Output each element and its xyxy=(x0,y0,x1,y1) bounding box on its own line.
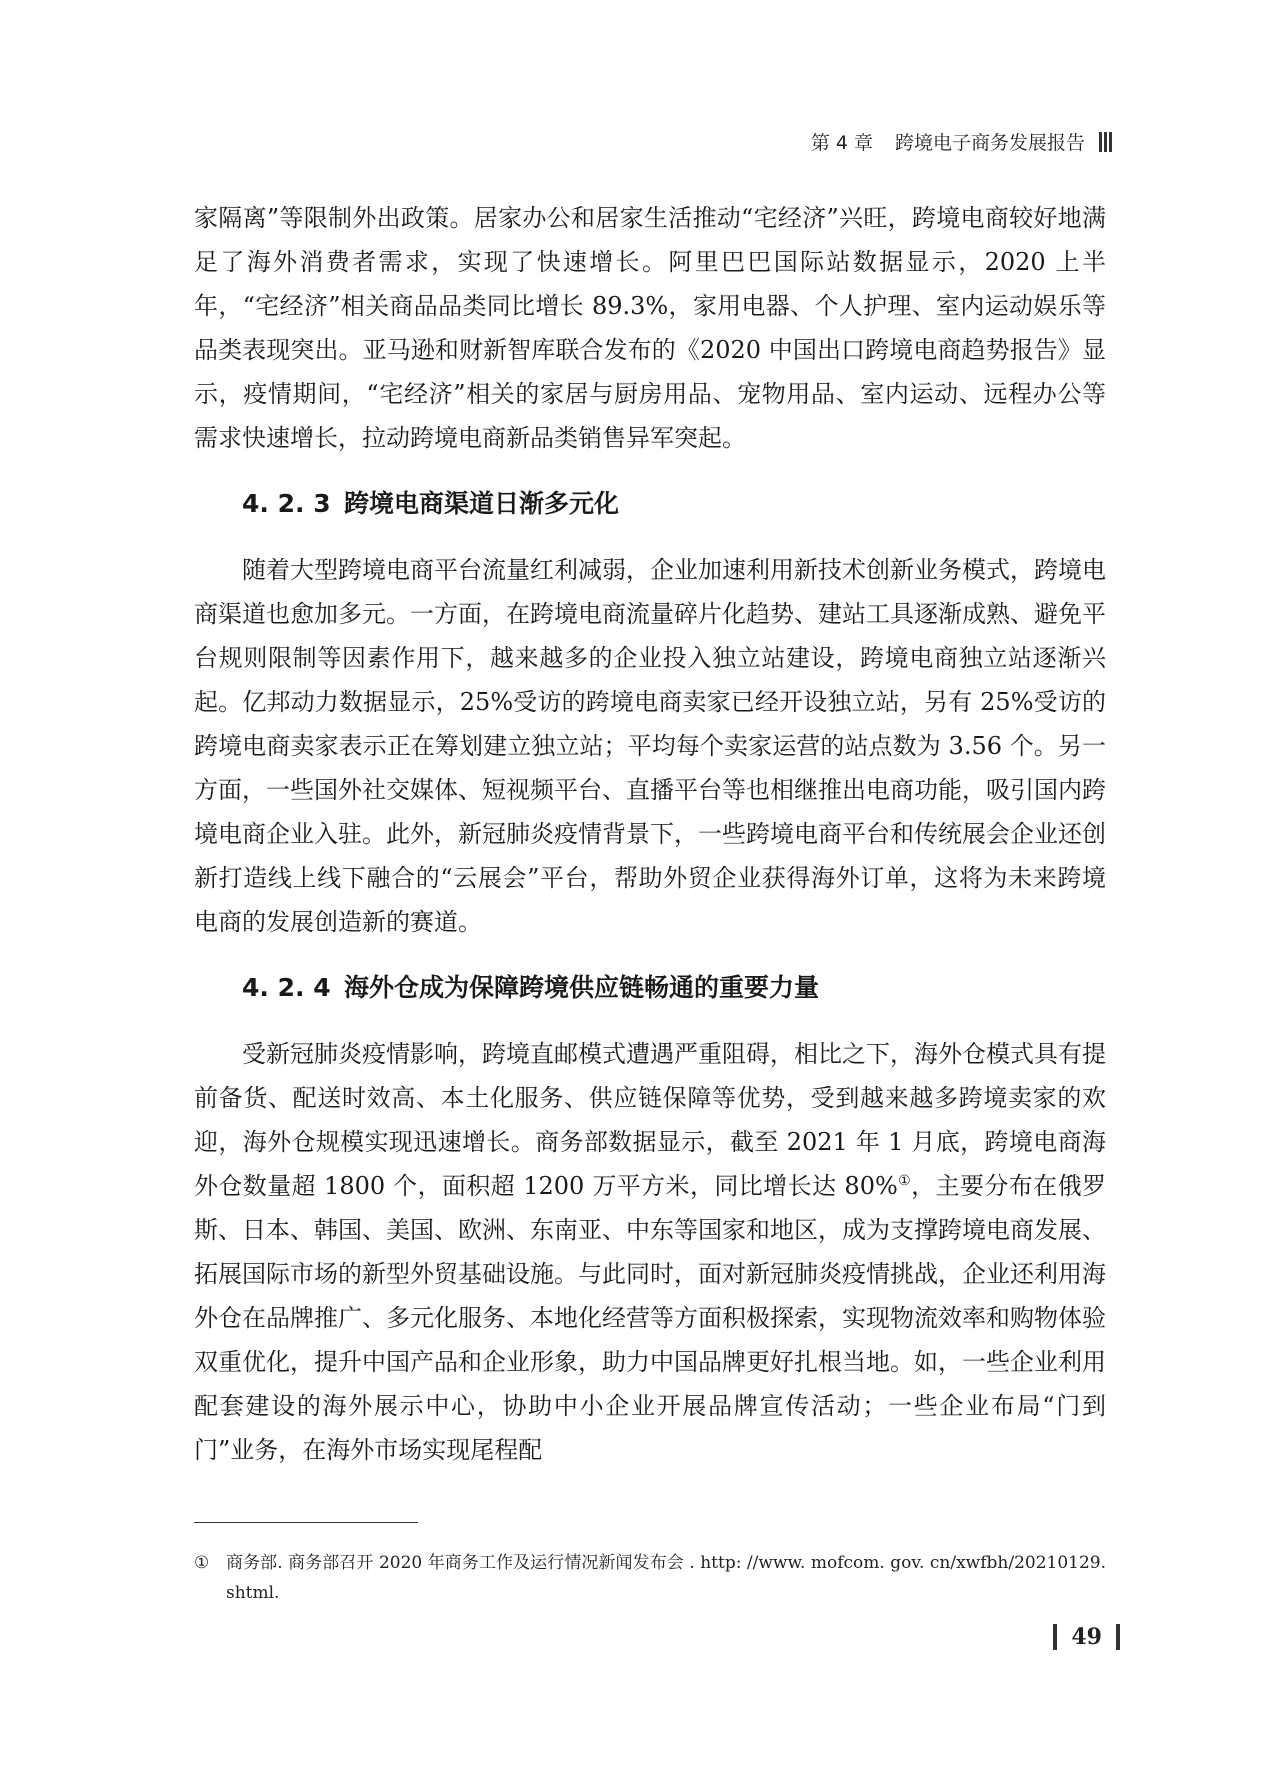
page-number-bar-right xyxy=(1116,1624,1120,1650)
section-heading-4-2-4 xyxy=(194,966,1106,1010)
paragraph-continued: 家隔离”等限制外出政策。居家办公和居家生活推动“宅经济”兴旺，跨境电商较好地满足了海外消费者需求，实现了快速增长。阿里巴巴国际站数据显示，2020 上半年，“宅经济”相关商品品类同比增长 89.3%，家用电器、个人护理、室内运动娱乐等品类表现突出。亚马逊和财新智库联合发布的《2020 中国出口跨境电商趋势报告》显示，疫情期间，“宅经济”相关的家居与厨房用品、宠物用品、室内运动、远程办公等需求快速增长，拉动跨境电商新品类销售异军突起。 xyxy=(194,204,1106,452)
section-title: 跨境电商渠道日渐多元化 xyxy=(344,489,620,518)
chapter-title: 跨境电子商务发展报告 xyxy=(894,132,1085,154)
paragraph-text-part1: 受新冠肺炎疫情影响，跨境直邮模式遭遇严重阻碍，相比之下，海外仓模式具有提前备货、配送时效高、本土化服务、供应链保障等优势，受到越来越多跨境卖家的欢迎，海外仓规模实现迅速增长。商务部数据显示，截至 2021 年 1 月底，跨境电商海外仓数量超 1800 个，面积超 1200 万平方米，同比增长达 80% xyxy=(194,1040,1106,1200)
footnote-reference: ① xyxy=(897,1173,912,1189)
footnote-mark: ① xyxy=(194,1553,210,1573)
section-number: 4. 2. 4 xyxy=(242,973,331,1002)
page-number: 49 xyxy=(1071,1624,1102,1650)
section-title: 海外仓成为保障跨境供应链畅通的重要力量 xyxy=(344,973,820,1002)
paragraph-text-part2: ，主要分布在俄罗斯、日本、韩国、美国、欧洲、东南亚、中东等国家和地区，成为支撑跨境电商发展、拓展国际市场的新型外贸基础设施。与此同时，面对新冠肺炎疫情挑战，企业还利用海外仓在品牌推广、多元化服务、本地化经营等方面积极探索，实现物流效率和购物体验双重优化，提升中国产品和企业形象，助力中国品牌更好扎根当地。如，一些企业利用配套建设的海外展示中心，协助中小企业开展品牌宣传活动；一些企业布局“门到门”业务，在海外市场实现尾程配 xyxy=(194,1172,1106,1464)
footnote-text: 商务部. 商务部召开 2020 年商务工作及运行情况新闻发布会 . http: //www. mofcom. gov. cn/xwfbh/20210129. shtml. xyxy=(226,1553,1106,1603)
paragraph-overseas-warehouse xyxy=(194,1032,1106,1472)
footnote-divider xyxy=(194,1522,418,1523)
section-number: 4. 2. 3 xyxy=(242,489,331,518)
page-body xyxy=(194,196,1106,1472)
section-heading-4-2-3 xyxy=(194,482,1106,526)
chapter-label: 第 4 章 xyxy=(810,132,873,154)
footnote xyxy=(194,1548,1106,1608)
header-bars-decoration xyxy=(1097,132,1112,152)
paragraph-channels: 随着大型跨境电商平台流量红利减弱，企业加速利用新技术创新业务模式，跨境电商渠道也愈加多元。一方面，在跨境电商流量碎片化趋势、建站工具逐渐成熟、避免平台规则限制等因素作用下，越来越多的企业投入独立站建设，跨境电商独立站逐渐兴起。亿邦动力数据显示，25%受访的跨境电商卖家已经开设独立站，另有 25%受访的跨境电商卖家表示正在筹划建立独立站；平均每个卖家运营的站点数为 3.56 个。另一方面，一些国外社交媒体、短视频平台、直播平台等也相继推出电商功能，吸引国内跨境电商企业入驻。此外，新冠肺炎疫情背景下，一些跨境电商平台和传统展会企业还创新打造线上线下融合的“云展会”平台，帮助外贸企业获得海外订单，这将为未来跨境电商的发展创造新的赛道。 xyxy=(194,556,1106,936)
page-number-bar-left xyxy=(1053,1624,1057,1650)
page-number-block xyxy=(1053,1624,1120,1650)
running-header xyxy=(811,128,1112,155)
